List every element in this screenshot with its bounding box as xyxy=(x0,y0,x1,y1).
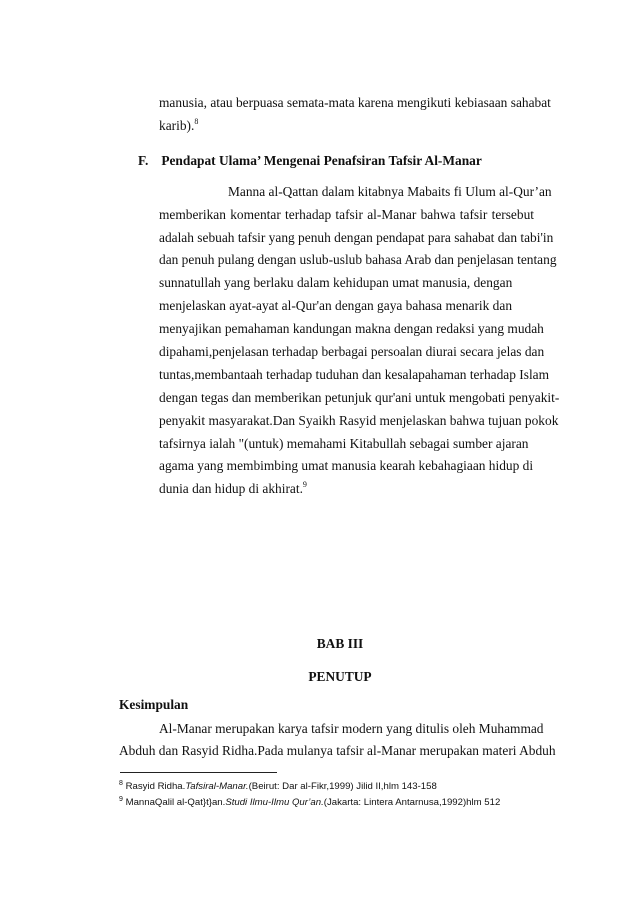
paragraph-line: manusia, atau berpuasa semata-mata karena mengikuti kebiasaan sahabat xyxy=(159,95,551,110)
footnote-text: (Beirut: Dar al-Fikr,1999) Jilid II,hlm 143-158 xyxy=(248,781,437,792)
paragraph-line: sunnatullah yang berlaku dalam kehidupan umat manusia, dengan xyxy=(159,275,513,290)
section-title: Pendapat Ulama’ Mengenai Penafsiran Tafsir Al-Manar xyxy=(161,153,482,168)
section-heading xyxy=(138,153,482,169)
section-letter: F. xyxy=(138,153,149,168)
footnote-reference: 8 xyxy=(194,117,199,126)
paragraph-line: menyajikan pemahaman kandungan makna dengan redaksi yang mudah xyxy=(159,321,544,336)
paragraph-line: penyakit masyarakat.Dan Syaikh Rasyid menjelaskan bahwa tujuan pokok xyxy=(159,413,559,428)
paragraph-line: agama yang membimbing umat manusia kearah kebahagiaan hidup di xyxy=(159,458,534,473)
subsection-heading: Kesimpulan xyxy=(119,697,189,712)
footnote xyxy=(119,797,500,809)
paragraph-line: dipahami,penjelasan terhadap berbagai persoalan diurai secara jelas dan xyxy=(159,344,545,359)
paragraph-line: adalah sebuah tafsir yang penuh dengan pendapat para sahabat dan tabi'in xyxy=(159,230,554,245)
paragraph-line: tafsirnya ialah "(untuk) memahami Kitabullah sebagai sumber ajaran xyxy=(159,436,529,451)
footnote xyxy=(119,781,437,793)
chapter-title: PENUTUP xyxy=(308,669,372,684)
paragraph-line xyxy=(159,481,307,497)
footnote-separator xyxy=(120,772,277,773)
paragraph-line: Al-Manar merupakan karya tafsir modern yang ditulis oleh Muhammad xyxy=(159,721,544,736)
footnote-text: Rasyid Ridha. xyxy=(125,781,186,792)
footnote-text: (Jakarta: Lintera Antarnusa,1992)hlm 512 xyxy=(323,797,501,808)
footnote-reference: 9 xyxy=(302,480,307,489)
paragraph-line: memberikan komentar terhadap tafsir al-Manar bahwa tafsir tersebut xyxy=(159,207,534,222)
footnote-text: MannaQalil al-Qat}t}an. xyxy=(125,797,226,808)
paragraph-line: tuntas,membantaah terhadap tuduhan dan kesalapahaman terhadap Islam xyxy=(159,367,550,382)
footnote-title: Studi Ilmu-Ilmu Qur’an. xyxy=(225,797,324,808)
paragraph-line: dan penuh pulang dengan uslub-uslub bahasa Arab dan penjelasan tentang xyxy=(159,252,557,267)
paragraph-text: karib). xyxy=(159,118,195,133)
paragraph-line: dengan tegas dan memberikan petunjuk qur'ani untuk mengobati penyakit- xyxy=(159,390,560,405)
chapter-label: BAB III xyxy=(316,636,364,651)
paragraph-line xyxy=(159,118,198,134)
footnote-mark: 9 xyxy=(119,796,123,803)
paragraph-text: dunia dan hidup di akhirat. xyxy=(159,481,303,496)
paragraph-line: menjelaskan ayat-ayat al-Qur'an dengan gaya bahasa menarik dan xyxy=(159,298,513,313)
paragraph-line: Manna al-Qattan dalam kitabnya Mabaits fi Ulum al-Qur’an xyxy=(228,184,552,199)
footnote-mark: 8 xyxy=(119,780,123,787)
paragraph-line: Abduh dan Rasyid Ridha.Pada mulanya tafsir al-Manar merupakan materi Abduh xyxy=(119,743,556,758)
footnote-title: Tafsiral-Manar. xyxy=(185,781,249,792)
